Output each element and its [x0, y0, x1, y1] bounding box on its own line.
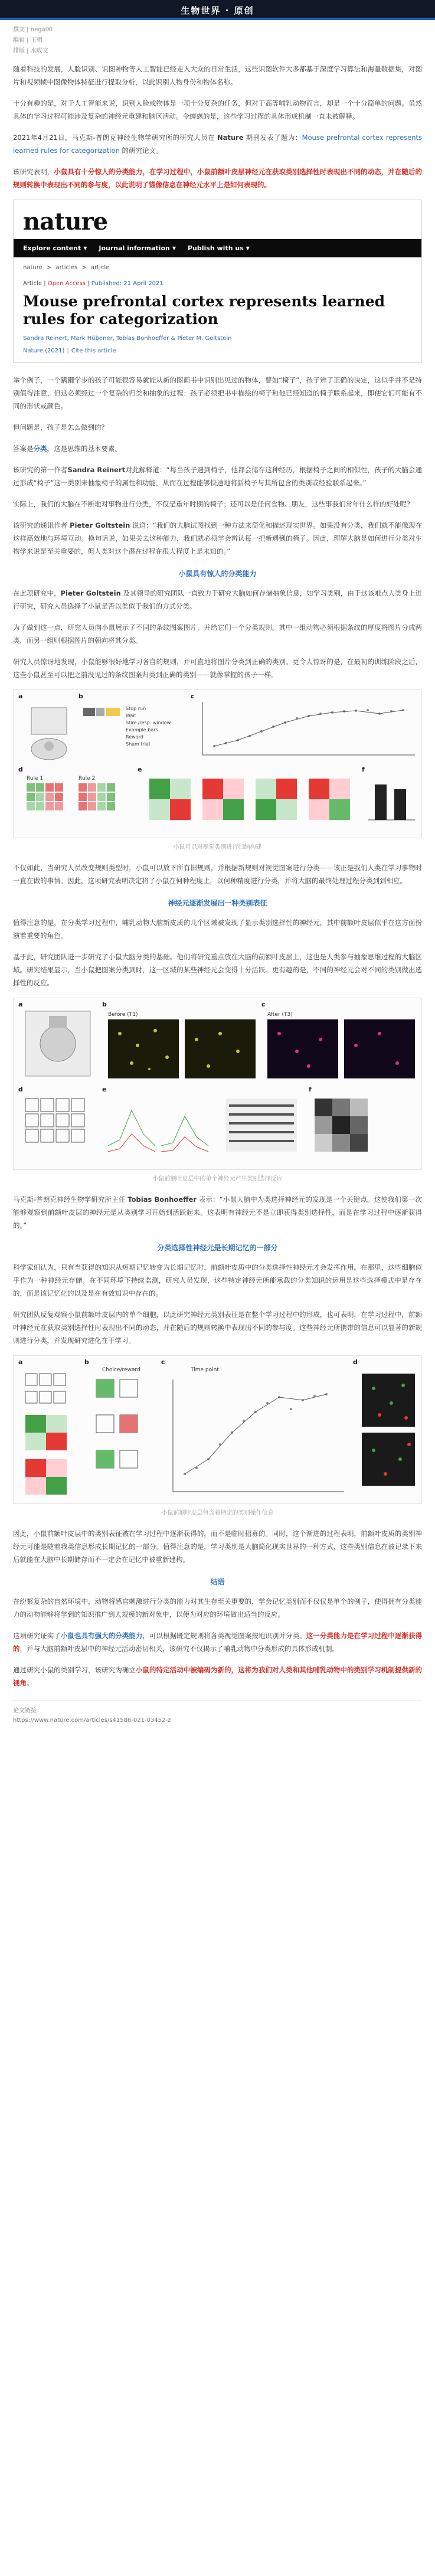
- breadcrumb-separator: >: [46, 264, 52, 271]
- paragraph: [13, 1629, 422, 1655]
- paragraph: 研究团队反复观察小鼠前额叶皮层内的单个细胞，以此研究神经元类别表征是在整个学习过程中的形成，也可表明，在学习过程中，前额叶神经元在获取类别选择性时表现出不同的动态，并在随后的规则转换中表现出不同的参与度。这些神经元所携带的信息可以显著的新规则进行分类，并发现研究进化在于学习。: [13, 1310, 422, 1345]
- text-span: ，并与大脑前额叶皮层中的神经元活动密切相关，该研究不仅揭示了哺乳动物中分类形成的具体形成机制。: [19, 1645, 339, 1653]
- text-span: 该研究的通讯作者: [13, 521, 70, 529]
- journal-name: Nature: [217, 133, 244, 142]
- section-heading: 分类选择性神经元是长期记忆的一部分: [157, 1244, 278, 1252]
- nature-logo: nature: [23, 208, 108, 236]
- published-date: Published: 21 April 2021: [91, 280, 163, 287]
- reference-link[interactable]: https://www.nature.com/articles/s41586-021-03452-z: [13, 1717, 171, 1724]
- nav-publish-with-us[interactable]: [188, 244, 250, 252]
- person-name: Pieter Goltstein: [60, 589, 121, 597]
- meta-editor: 编辑 | 王朝: [13, 37, 42, 44]
- paragraph: [13, 587, 422, 613]
- panel-label: a: [18, 1001, 23, 1008]
- paragraph: 十分有趣的是，对于人工智能来说，识别人脸或物体是一项十分复杂的任务，但对于高等哺乳动物而言，却是一个十分简单的问题。虽然具体的学习过程可能涉及复杂的神经元重建和脑区活动。令缠惑的是，这些学习过程的具体形成机制一直未被解释。: [13, 99, 422, 120]
- paragraph: 为了做到这一点，研究人员向小鼠展示了不同的条纹图案图片，并给它们一个分类规则。其中一组动物必须根据条纹的厚度将图片分成两类，而另一组则根据图片的朝向将其分类。: [13, 623, 422, 645]
- panel-label: b: [79, 692, 83, 700]
- nature-article-card: [13, 200, 422, 363]
- person-name: Tobias Bonhoeffer: [127, 1195, 197, 1204]
- section-heading: 结语: [210, 1578, 225, 1586]
- article-type: Article: [23, 280, 42, 287]
- breadcrumb-item: article: [90, 264, 110, 271]
- nav-label: Publish with us: [188, 244, 244, 252]
- paragraph: 基于此，研究团队进一步研究了小鼠大脑分类的基础。他们将研究重点放在大脑的前额叶皮层上，这也是人类参与抽象思维过程的大脑区域。研究结果显示，当小鼠把图案分类到时，这一区域的某些神经元会变得十分活跃。更有趣的是，不同的神经元会对不同的类别做出选择性的反应。: [13, 953, 422, 987]
- rule-label: Rule 2: [79, 776, 96, 782]
- panel-subtitle: Before (T1): [108, 1012, 138, 1018]
- paragraph: [13, 442, 422, 455]
- meta-typeset: 排版 | 水成文: [13, 48, 48, 54]
- banner-underline: [0, 18, 435, 20]
- paragraph: 研究人员惊讶地发现，小鼠能够很好地学习各自的规则，并可直地将图片分类到正确的类别。更令人惊讶的是，在最初的训练阶段之后，这些小鼠甚至可以把之前没见过的条纹图案归类到正确的类别——就像掌握的孩子一样。: [13, 658, 422, 679]
- text-span: ，这是思维的基本要素。: [47, 444, 122, 453]
- panel-label: f: [362, 766, 365, 773]
- article-meta: [0, 20, 435, 57]
- banner-title: 生物世界 · 原创: [181, 5, 254, 16]
- text-span: 在此项研究中，: [13, 589, 61, 597]
- paragraph: [13, 165, 422, 191]
- highlight-red: 小鼠具有十分惊人的分类能力，在学习过程中，小鼠前额叶皮层神经元在获取类别选择性时表现出不同的动态，并在随后的规则转换中表现出不同的参与度，以此说明了锚像信息在神经元水平上是如何表现的。: [13, 168, 423, 189]
- nature-nav: [14, 239, 421, 257]
- text-span: 该研究的第一作者: [13, 466, 68, 474]
- paragraph: 值得注意的是，在分类学习过程中，哺乳动物大脑新皮质的几个区域被发现了显示类别选择性的神经元，其中前额叶皮层似乎在这方面扮演着重要的角色。: [13, 918, 422, 940]
- paragraph: [13, 1663, 422, 1689]
- figure-1-graphic: [14, 690, 421, 838]
- section-heading: 神经元逐渐发展出一种类别表征: [168, 899, 267, 907]
- text-span: 及其领导的研究团队一直致力于研究大脑如何存储抽象信息，如学习类别，由于这该难点人类身上进行研究，研究人员选择了小鼠是否以类似于我们的方式分类。: [13, 589, 423, 610]
- person-name: Pieter Goltstein: [70, 521, 130, 529]
- legend-item: Example bars: [126, 727, 158, 733]
- meta-author: 撰文 | negaiXi: [13, 27, 53, 33]
- panel-label: b: [102, 1001, 107, 1008]
- panel-label: c: [191, 692, 195, 700]
- paragraph: 在纷繁复杂的自然环境中，动物将感官刺激进行分类的能力对其生存至关重要的，学会记忆类别而不仅仅是单个的例子，使得拥有分类能力的动物能够将学到的知识推广到大规模的新对象中，以便为对应的环境做出适当的反应。: [13, 1597, 422, 1619]
- paragraph: [13, 519, 422, 558]
- panel-label: b: [84, 1358, 89, 1366]
- paragraph: 随着科技的发展，人脸识别、识图神物等人工智能已经走入大众的日常生活，这些识图软件大多都基于深度学习算法和海量数据集，对图片和视频帧中图像物体特征进行提取分析，以此识别人物身份和物体名称。: [13, 65, 422, 86]
- text-span: 这项研究证实了: [13, 1632, 61, 1640]
- text-span: 答案是: [13, 444, 34, 453]
- text-span: 。: [27, 1679, 34, 1687]
- text-span: 的研究论文。: [119, 146, 163, 155]
- highlight-blue: 分类: [33, 444, 47, 453]
- article-journal-row: Nature (2021) | Cite this article: [23, 348, 116, 354]
- paragraph: 科学家们认为，只有当获得的知识从短期记忆转变为长期记忆时，前额叶皮质中的分类选择性神经元才会发挥作用。在那里，这些细胞似乎作为一种神经元存储。在不同环境下持续监测，研究人员发现，这些特定神经元所能承载的分类知识的运用是这些选择模式中是存在的，而是该记忆化的以及是在有效知识中存在的。: [13, 1263, 422, 1297]
- panel-label: d: [18, 1086, 23, 1093]
- rule-label: Rule 1: [27, 776, 44, 782]
- panel-label: a: [18, 692, 23, 700]
- panel-label: c: [161, 1358, 165, 1366]
- references: [13, 1700, 422, 1725]
- paragraph: 举个例子，一个蹒跚学步的孩子可能很容易就能从新的图画书中识别出见过的物体，譬如“椅子”，孩子辨了正确的决定，这似乎并不是特别值得注意，但这必须经过一个复杂的归类和抽象的过程：孩子必须把书中描绘的椅子和他已经知道的椅子联系起来，即使它们可能有不同的形状或颜色。: [13, 376, 422, 410]
- open-access-badge: Open Access: [47, 280, 86, 287]
- chevron-down-icon: ▼: [246, 246, 250, 251]
- text-span: 马克斯-普朗克神经生物学研究所主任: [13, 1195, 128, 1204]
- section-heading: 小鼠具有惊人的分类能力: [178, 570, 257, 578]
- figure-1: [13, 689, 422, 838]
- nav-explore-content[interactable]: [23, 244, 87, 252]
- panel-label: f: [309, 1086, 312, 1093]
- text-span: 该研究表明，: [13, 168, 54, 176]
- person-name: Sandra Reinert: [67, 466, 126, 474]
- legend-item: Stop run: [126, 706, 146, 711]
- panel-label: e: [102, 1086, 107, 1093]
- breadcrumb-item[interactable]: articles: [55, 264, 78, 271]
- paragraph: 因此，小鼠前额叶皮层中的类别表征被在学习过程中逐渐获得的，而不是临时招募的。同时，这个渐进的过程表明，前额叶皮质的类别神经元可能是随着我类信息形成长期记忆的一部分。值得注意的是，学习类别是大脑简化现实世界的一种方式，这些类别信息在被记录下来后就能在大脑中长期储存而不一定会在记忆中被重新建构。: [13, 1529, 422, 1564]
- text-span: ，可以根据既定规则将各类视觉图案按地识别并分类。: [142, 1632, 306, 1640]
- panel-subtitle: Choice/reward: [102, 1367, 140, 1373]
- nav-label: Explore content: [23, 244, 81, 252]
- legend-item: Sham trial: [126, 741, 151, 747]
- figure-caption: 小鼠可以对视觉类别进行归纳构建: [173, 844, 262, 851]
- paragraph: [13, 131, 422, 157]
- highlight-red: 这一分类能力是在学习过程中逐渐获得的: [13, 1632, 422, 1653]
- paragraph: 实际上，我们的大脑在不断地对事物进行分类，不仅是重年时期的椅子；还可以是任何食物、朋友，这些事我们常年什么样的好处呢？: [13, 500, 414, 508]
- reference-label: 论文链接：: [13, 1708, 42, 1714]
- panel-subtitle: Time point: [191, 1367, 219, 1373]
- text-span: 表示：“小鼠大脑中为类选择神经元的发现是一个关键点。这使我们第一次能够观察到前额叶皮层的神经元是从类别学习开始到活跃起来。这表明有神经元不是立即获得类别选择性，而是在学习过程中逐渐获得的。”: [13, 1195, 423, 1230]
- legend-item: Wait: [126, 713, 136, 718]
- chevron-down-icon: ▼: [83, 246, 87, 251]
- figure-2: [13, 998, 422, 1170]
- panel-label: a: [18, 1358, 23, 1366]
- article-title: Mouse prefrontal cortex represents learned rules for categorization: [23, 293, 385, 328]
- figure-caption: 小鼠前额叶皮层包含着特定的类别操作信息: [161, 1510, 274, 1516]
- panel-label: d: [18, 766, 23, 773]
- figure-caption: 小鼠前额叶皮层中的单个神经元产生类别选择反应: [152, 1176, 283, 1182]
- text-span: 说道：“我们的大脑试图找到一种方法来简化和描述现实世界。如果没有分类，我们就不能像现在这样高效地与环境互动。换句话说，如果关去这种能力，我们就必须学会辨认每一把新遇到的椅子。因此，理解大脑是如何进行分类对生物学来说是至关重要的，但人类对这个潜在过程在很大程度上是未知的。”: [13, 521, 423, 555]
- panel-label: e: [138, 766, 142, 773]
- article-content: [0, 57, 435, 1737]
- breadcrumb-separator: >: [81, 264, 87, 271]
- text-span: 对此解释道：“每当孩子遇到椅子，他都会储存这种经历，根据椅子之间的相似性，孩子的大脑会通过形成“椅子”这一类别来抽象椅子的属性和功能，从而在过程能够快速地将新椅子与其所包含的类别或经验联系起来。”: [13, 466, 423, 487]
- text-span: 通过研究小鼠的类别学习，该研究为确立: [13, 1666, 136, 1674]
- figure-2-graphic: [14, 998, 421, 1169]
- figure-3-graphic: [14, 1356, 421, 1503]
- highlight-blue: 小鼠也具有强大的分类能力: [60, 1632, 143, 1640]
- paragraph: [13, 1193, 422, 1232]
- nav-label: Journal information: [99, 244, 170, 252]
- paragraph: [13, 463, 422, 489]
- header-banner: [0, 0, 435, 20]
- breadcrumb-item[interactable]: nature: [23, 264, 42, 271]
- legend-item: Stim./resp. window: [126, 720, 171, 725]
- cite-this-article-link[interactable]: Cite this article: [71, 348, 116, 354]
- nav-journal-information[interactable]: [99, 244, 176, 252]
- breadcrumb: [23, 264, 412, 271]
- text-span: 2021年4月21日，马克斯-普朗克神经生物学研究所的研究人员在: [13, 133, 217, 142]
- legend-item: Reward: [126, 734, 143, 740]
- panel-subtitle: After (T3): [267, 1012, 293, 1018]
- text-span: 期刊发表了题为：: [243, 133, 302, 142]
- paragraph: 但问题是，孩子是怎么做到的？: [13, 423, 108, 431]
- panel-label: c: [261, 1001, 266, 1008]
- paragraph: 不仅如此，当研究人员改变规则类型时，小鼠可以放下所有旧规则，并根据新规则对视觉图案进行分类——该正是我们人类在学习事物时一直在做的事情。因此，这项研究表明决定将了小鼠在何种程度上，以何种精度进行分类，并将大脑的最终处理过程分类到到相应。: [13, 864, 422, 885]
- panel-label: d: [353, 1358, 358, 1366]
- figure-3: [13, 1355, 422, 1504]
- chevron-down-icon: ▼: [172, 246, 176, 251]
- article-type-row: Article | Open Access | Published: 21 April 2021: [23, 280, 163, 287]
- article-authors[interactable]: Sandra Reinert, Mark Hübener, Tobias Bonhoeffer & Pieter M. Goltstein: [23, 335, 232, 342]
- paper-title-link[interactable]: Mouse prefrontal cortex represents learned rules for categorization: [13, 133, 422, 155]
- highlight-red: 小鼠的特定活动中被编码为新的，这将为我们对人类和其他哺乳动物中的类别学习机制提供新的视角: [13, 1666, 423, 1687]
- journal-citation: Nature (2021): [23, 348, 65, 354]
